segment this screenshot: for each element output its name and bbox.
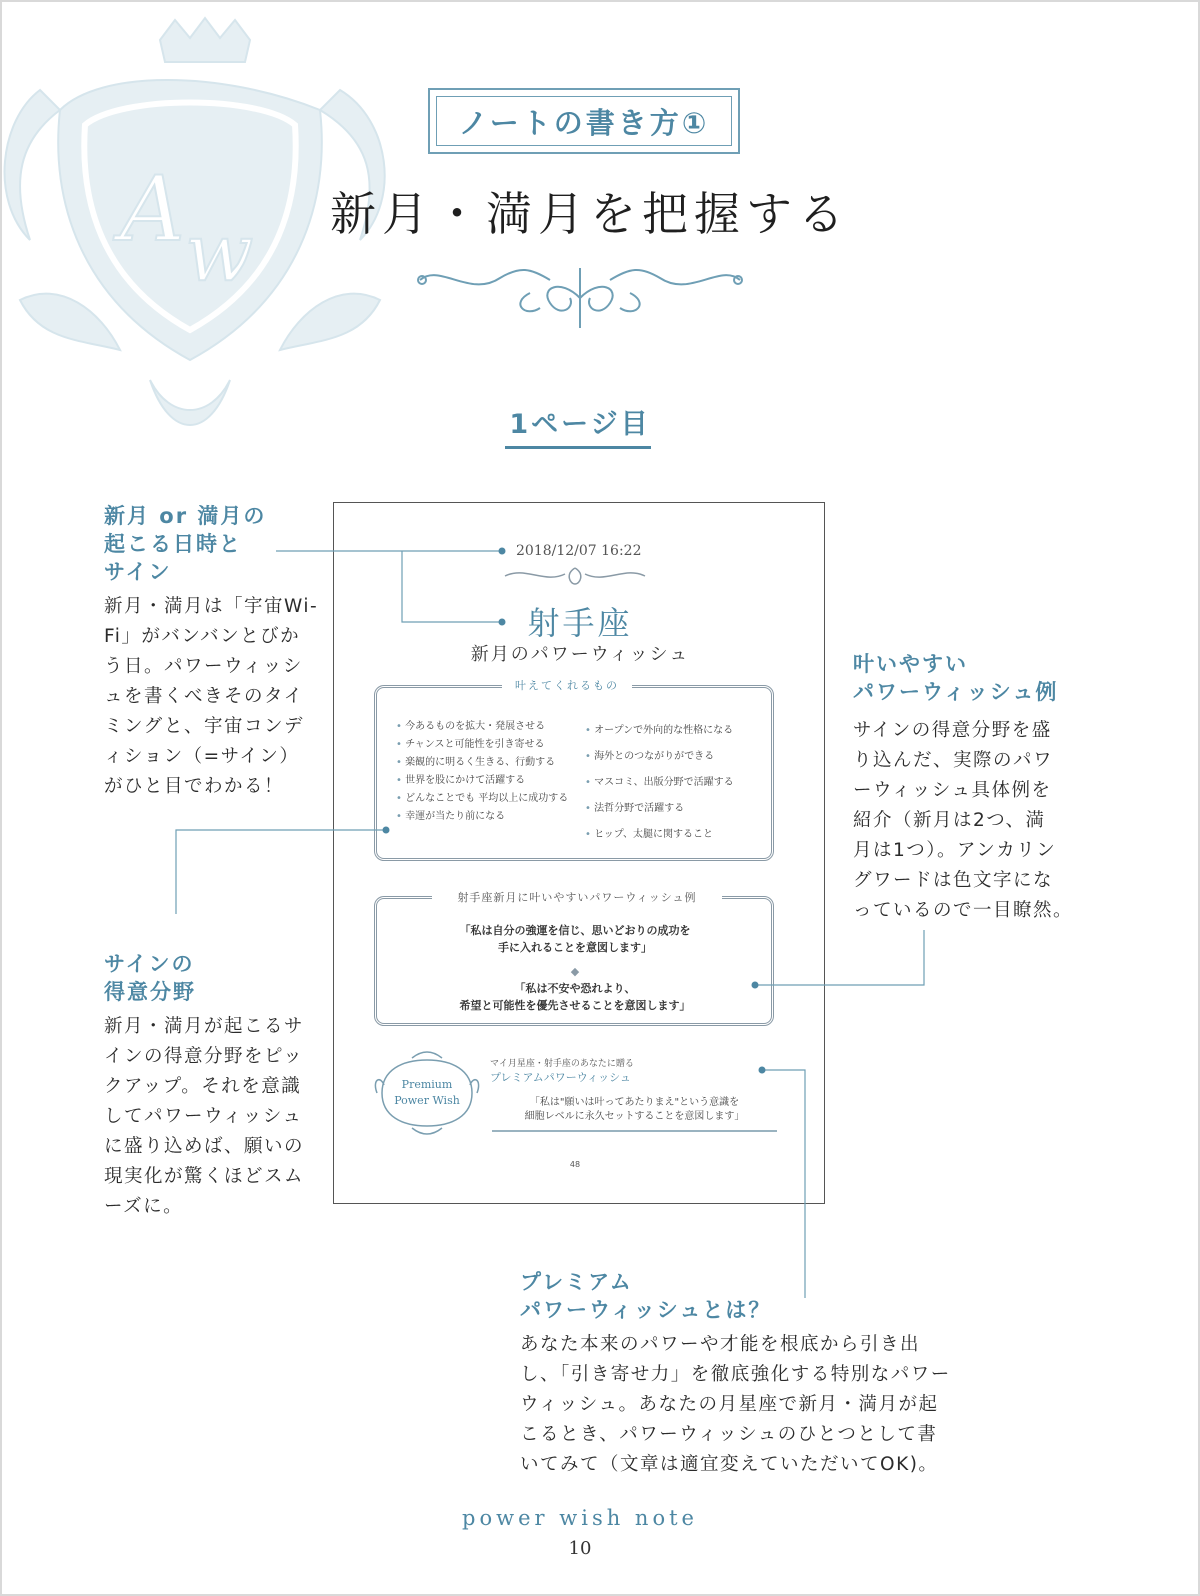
note-subtitle: 新月のパワーウィッシュ [470,644,690,665]
heading-line: サインの [104,952,195,976]
connector-dot [383,827,390,834]
connector-dot [499,548,506,555]
body-line: ュを書くべきそのタイ [104,686,304,707]
connector-examples [755,930,924,985]
premium-title-line: プレミアムパワーウィッシュ [490,1071,631,1084]
premium-text-line: 細胞レベルに永久セットすることを意図します」 [524,1111,745,1122]
body-line: こるとき、パワーウィッシュのひとつとして書 [520,1424,938,1445]
body-line: Fi」がバンバンとびか [104,626,301,647]
body-line: ミングと、宇宙コンデ [104,716,305,737]
body-line: し、「引き寄せ力」を徹底強化する特別なパワー [520,1364,951,1385]
connector-dot [752,982,759,989]
body-line: ィション（=サイン） [104,746,300,767]
connector-sign [402,551,500,622]
body-line: っているので一目瞭然。 [853,900,1074,921]
body-line: がひと目でわかる！ [104,776,285,797]
page-title: 新月・満月を把握する [330,187,850,241]
premium-text-line: 「私は"願いは叶ってあたりまえ"という意識を [529,1097,740,1108]
heading-line: パワーウィッシュ例 [853,680,1059,704]
body-line: ウィッシュ。あなたの月星座で新月・満月が起 [520,1394,939,1415]
connector-specialty [176,830,386,914]
list-item: • 世界を股にかけて活躍する [396,772,576,790]
note-abilities-title: 叶えてくれるもの [502,677,632,693]
wish-line: 「私は自分の強運を信じ、思いどおりの成功を [459,924,691,937]
connector-premium [762,1070,805,1298]
heading-line: パワーウィッシュとは？ [520,1298,772,1322]
list-item: • 法哲分野で活躍する [585,796,765,822]
footer-page-number: 10 [568,1538,592,1559]
body-line: 月は1つ）。アンカリン [853,840,1057,861]
connector-dot [759,1067,766,1074]
list-item: • 幸運が当たり前になる [396,808,576,826]
svg-text:w: w [185,206,254,299]
body-line: いてみて（文章は適宜変えていただいてOK)。 [520,1454,939,1475]
body-line: 紹介（新月は2つ、満 [853,810,1046,831]
list-item: • どんなことでも 平均以上に成功する [396,790,576,808]
body-line: クアップ。それを意識 [104,1076,302,1097]
wish-line: 希望と可能性を優先させることを意図します」 [459,999,691,1012]
svg-text:A: A [120,157,185,262]
list-item: • チャンスと可能性を引き寄せる [396,736,576,754]
body-line: う日。パワーウィッシ [104,656,303,677]
note-page-number: 48 [569,1160,581,1169]
page-label: 1ページ目 [509,409,651,440]
body-line: 現実化が驚くほどスム [104,1166,305,1187]
list-item: • オープンで外向的な性格になる [585,718,765,744]
list-item: • 今あるものを拡大・発展させる [396,718,576,736]
heading-line: 叶いやすい [853,652,968,676]
body-line: してパワーウィッシュ [104,1106,303,1127]
heading-line: プレミアム [520,1270,633,1294]
body-line: あなた本来のパワーや才能を根底から引き出 [520,1334,921,1355]
premium-title-line: マイ月星座・射手座のあなたに贈る [490,1059,634,1069]
note-wish-divider: ◆ [570,965,580,978]
body-line: 新月・満月が起こるサ [104,1016,305,1037]
connector-dot [499,619,506,626]
body-line: サインの得意分野を盛 [853,720,1052,741]
heading-line: 新月 or 満月の [104,504,267,528]
footer-brand: power wish note [462,1506,698,1530]
body-line: グワードは色文字にな [853,870,1054,891]
body-line: り込んだ、実際のパワ [853,750,1054,771]
section-tag-label: ノートの書き方① [458,105,710,140]
list-item: • 海外とのつながりができる [585,744,765,770]
premium-badge-line2: Power Wish [394,1094,460,1107]
note-examples-title: 射手座新月に叶いやすいパワーウィッシュ例 [432,889,722,905]
wish-line: 手に入れることを意図します」 [498,941,652,954]
heading-line: 起こる日時と [104,532,242,556]
premium-badge-line1: Premium [401,1078,453,1091]
wish-line: 「私は不安や恐れより、 [514,982,636,995]
list-item: • マスコミ、出版分野で活躍する [585,770,765,796]
body-line: ーウィッシュ具体例を [853,780,1052,801]
note-sign: 射手座 [527,604,633,642]
list-item: • 楽観的に明るく生きる、行動する [396,754,576,772]
heading-line: サイン [104,560,172,584]
body-line: インの得意分野をピッ [104,1046,304,1067]
list-item: • ヒップ、太腿に関すること [585,822,765,848]
note-datetime: 2018/12/07 16:22 [516,543,642,559]
heading-line: 得意分野 [104,980,196,1004]
body-line: 新月・満月は「宇宙Wi- [104,596,319,617]
body-line: ーズに。 [104,1196,184,1217]
body-line: に盛り込めば、願いの [104,1136,305,1157]
